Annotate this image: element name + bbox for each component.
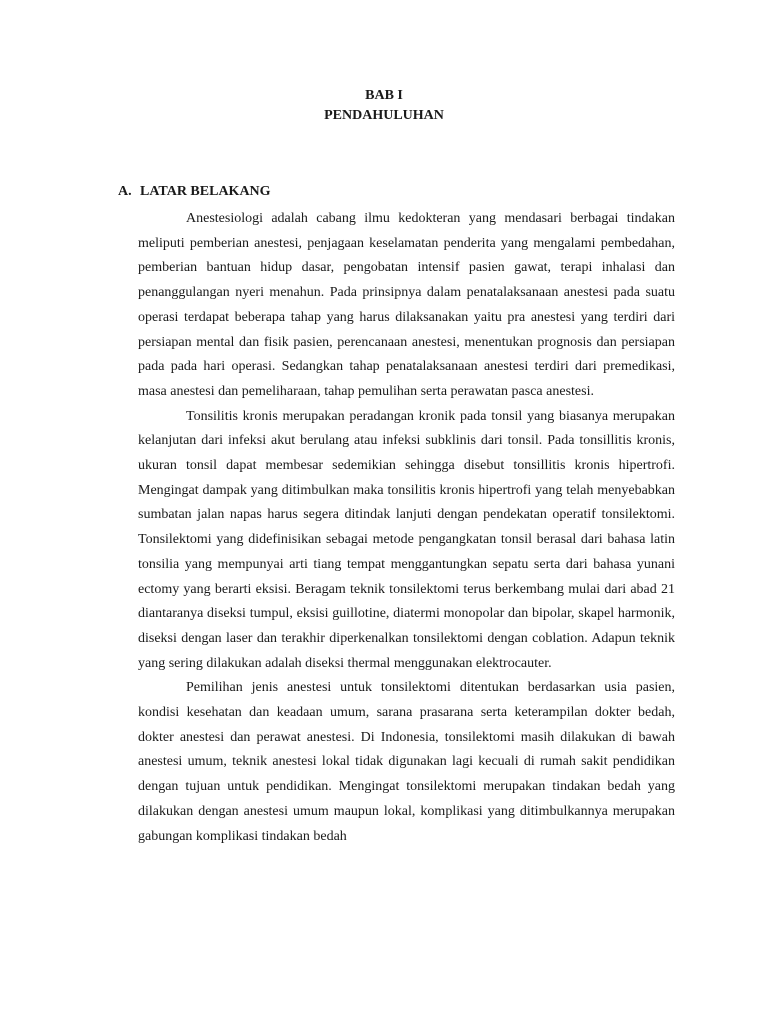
section-number: A.: [118, 184, 132, 199]
chapter-title: PENDAHULUHAN: [324, 108, 444, 123]
section-title: LATAR BELAKANG: [140, 184, 271, 199]
chapter-heading: [0, 86, 768, 126]
paragraph: Anestesiologi adalah cabang ilmu kedokteran yang mendasari berbagai tindakan meliputi pemberian anestesi, penjagaan keselamatan penderita yang mengalami pembedahan, pemberian bantuan hidup dasar, pengobatan intensif pasien gawat, terapi inhalasi dan penanggulangan nyeri menahun. Pada prinsipnya dalam penatalaksanaan anestesi pada suatu operasi terdapat beberapa tahap yang harus dilaksanakan yaitu pra anestesi yang terdiri dari persiapan mental dan fisik pasien, perencanaan anestesi, menentukan prognosis dan persiapan pada pada hari operasi. Sedangkan tahap penatalaksanaan anestesi terdiri dari premedikasi, masa anestesi dan pemeliharaan, tahap pemulihan serta perawatan pasca anestesi.: [138, 211, 675, 399]
paragraph: Pemilihan jenis anestesi untuk tonsilektomi ditentukan berdasarkan usia pasien, kondisi kesehatan dan keadaan umum, sarana prasarana serta keterampilan dokter bedah, dokter anestesi dan perawat anestesi. Di Indonesia, tonsilektomi masih dilakukan di bawah anestesi umum, teknik anestesi lokal tidak digunakan lagi kecuali di rumah sakit pendidikan dengan tujuan untuk pendidikan. Mengingat tonsilektomi merupakan tindakan bedah yang dilakukan dengan anestesi umum maupun lokal, komplikasi yang ditimbulkannya merupakan gabungan komplikasi tindakan bedah: [138, 680, 675, 844]
paragraph: Tonsilitis kronis merupakan peradangan kronik pada tonsil yang biasanya merupakan kelanjutan dari infeksi akut berulang atau infeksi subklinis dari tonsil. Pada tonsillitis kronis, ukuran tonsil dapat membesar sedemikian sehingga disebut tonsillitis kronis hipertrofi. Mengingat dampak yang ditimbulkan maka tonsilitis kronis hipertrofi yang telah menyebabkan sumbatan jalan napas harus segera ditindak lanjuti dengan pendekatan operatif tonsilektomi. Tonsilektomi yang didefinisikan sebagai metode pengangkatan tonsil berasal dari bahasa latin tonsilia yang mempunyai arti tiang tempat menggantungkan sepatu serta dari bahasa yunani ectomy yang berarti eksisi. Beragam teknik tonsilektomi terus berkembang mulai dari abad 21 diantaranya diseksi tumpul, eksisi guillotine, diatermi monopolar dan bipolar, skapel harmonik, diseksi dengan laser dan terakhir diperkenalkan tonsilektomi dengan coblation. Adapun teknik yang sering dilakukan adalah diseksi thermal menggunakan elektrocauter.: [138, 408, 675, 671]
chapter-number: BAB I: [365, 88, 403, 103]
body-text: [138, 207, 675, 849]
section-heading: [118, 182, 271, 202]
